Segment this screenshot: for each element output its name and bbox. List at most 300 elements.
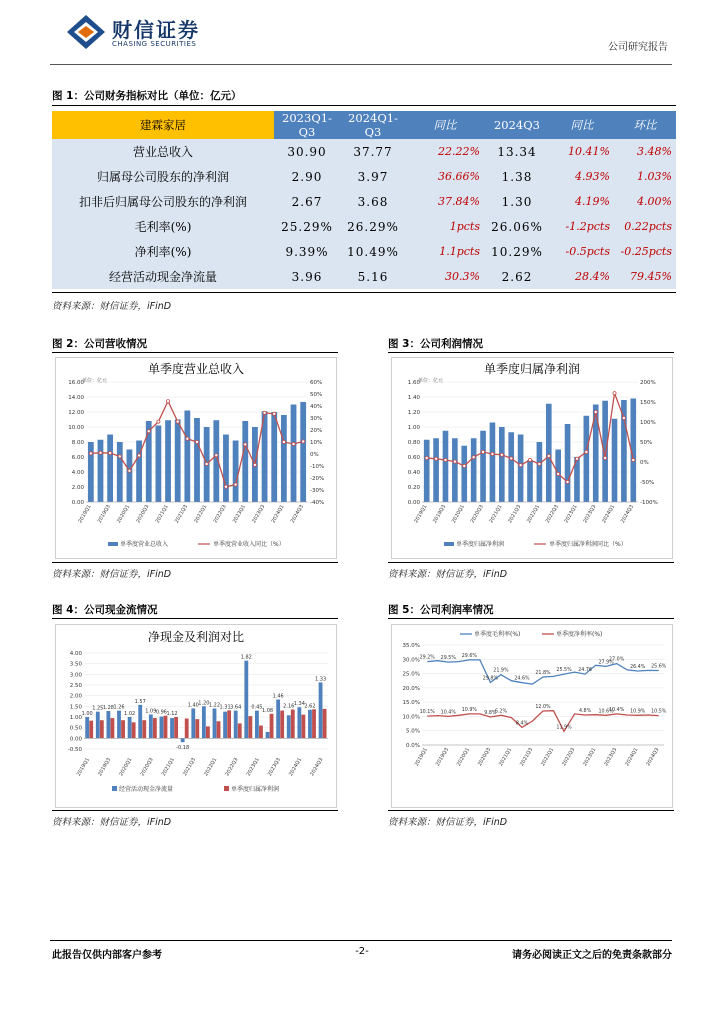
bar-cashflow	[96, 712, 100, 739]
y-tick-label: 14.00	[68, 395, 84, 401]
table-cell: 30.3%	[406, 264, 484, 289]
y-tick-label: 35.0%	[402, 643, 420, 649]
bar	[242, 421, 248, 502]
bar-profit	[227, 710, 231, 738]
y-tick-label: 15.0%	[402, 700, 420, 707]
bar-profit	[142, 720, 146, 738]
bar	[565, 424, 571, 502]
footer-disclaimer-right: 请务必阅读正文之后的免责条款部分	[512, 950, 672, 961]
line-point	[557, 472, 560, 475]
bar	[490, 423, 496, 503]
y2-tick-label: 100%	[640, 420, 656, 426]
data-label: 1.26	[113, 704, 125, 711]
y2-tick-label: -50%	[640, 480, 655, 486]
legend-swatch-cashflow	[112, 786, 117, 791]
line-point	[282, 440, 285, 443]
x-tick-label: 2021Q3	[173, 504, 190, 525]
point-label: 10.6%	[598, 709, 614, 715]
y-tick-label: 1.20	[407, 410, 420, 416]
point-label: 24.76	[578, 668, 592, 674]
y2-tick-label: -40%	[310, 500, 325, 506]
line-point	[147, 430, 150, 433]
bar-cashflow	[170, 718, 174, 738]
bar	[499, 427, 505, 502]
data-label: 2.16	[283, 703, 295, 710]
line-point	[234, 483, 237, 486]
bar-cashflow	[138, 705, 142, 738]
chart-title: 净现金及利润对比	[147, 630, 245, 644]
fig5-title: 图 5：公司利润率情况	[388, 604, 494, 616]
y-tick-label: 4.00	[71, 470, 84, 476]
table-cell: -0.25pcts	[614, 239, 676, 264]
line-point	[566, 480, 569, 483]
fig5-chart	[392, 625, 672, 807]
line-point	[205, 462, 208, 465]
table-cell: 3.48%	[614, 139, 676, 164]
line-point	[510, 457, 513, 460]
point-label: 8.4%	[515, 721, 529, 727]
data-label: 1.57	[134, 698, 146, 705]
x-tick-label: 2023Q3	[251, 504, 267, 525]
fig2-rule	[52, 352, 338, 353]
bar	[300, 402, 306, 502]
y2-tick-label: 40%	[310, 404, 323, 410]
table-header-cell: 同比	[550, 111, 614, 139]
bar	[508, 432, 514, 502]
logo-text: 财信证券	[112, 18, 200, 42]
y2-tick-label: 150%	[640, 400, 656, 406]
table-cell: 30.90	[274, 139, 340, 164]
net-margin-line	[427, 711, 658, 732]
point-label: 10.4%	[609, 707, 625, 713]
legend-label: 单季度营业收入同比（%）	[213, 541, 285, 548]
point-label: 10.4%	[440, 710, 456, 716]
line-point	[632, 458, 635, 461]
fig3-title: 图 3：公司利润情况	[388, 338, 483, 350]
point-label: 29.5%	[440, 656, 456, 662]
line-point	[195, 440, 198, 443]
line-point	[253, 463, 256, 466]
y-tick-label: 1.00	[69, 715, 82, 721]
fig2-chart	[56, 358, 336, 558]
x-tick-label: 2024Q1	[624, 747, 640, 768]
bar-cashflow	[297, 707, 301, 738]
y2-tick-label: 10%	[310, 440, 323, 446]
bar-cashflow	[266, 732, 270, 738]
y2-tick-label: 50%	[310, 392, 323, 398]
bar-cashflow	[234, 711, 238, 739]
bar-cashflow	[160, 717, 164, 739]
line-point	[118, 455, 121, 458]
table-cell: 37.84%	[406, 189, 484, 214]
x-tick-label: 2022Q3	[544, 504, 560, 525]
bar	[165, 420, 171, 502]
y2-tick-label: -100%	[640, 500, 658, 506]
line-point	[472, 456, 475, 459]
bar-profit	[153, 718, 157, 738]
fig2-source: 资料来源：财信证券，iFinD	[52, 569, 172, 580]
point-label: 6.2%	[494, 709, 508, 715]
x-tick-label: 2020Q1	[116, 504, 132, 525]
y-tick-label: 1.60	[407, 380, 420, 386]
data-label: 1.12	[166, 711, 178, 717]
x-tick-label: 2021Q1	[498, 747, 514, 768]
x-tick-label: 2022Q3	[561, 747, 577, 768]
x-tick-label: 2020Q3	[139, 757, 155, 778]
x-tick-label: 2024Q1	[288, 757, 304, 778]
bar	[233, 441, 239, 503]
y2-tick-label: 30%	[310, 416, 323, 422]
bar-cashflow	[191, 708, 195, 738]
x-tick-label: 2024Q1	[601, 504, 617, 525]
x-tick-label: 2023Q1	[582, 747, 598, 768]
point-label: 10.5%	[651, 709, 667, 715]
fig3-chart	[392, 358, 672, 558]
x-tick-label: 2022Q1	[193, 504, 209, 525]
line-point	[292, 442, 295, 445]
chart-title: 单季度归属净利润	[483, 362, 581, 376]
y-tick-label: 0.00	[407, 500, 420, 506]
line-point	[273, 412, 276, 415]
bar	[175, 420, 181, 503]
bar-profit	[174, 717, 178, 738]
point-label: 11.9%	[556, 725, 572, 731]
y-tick-label: 1.00	[407, 425, 420, 431]
bar-cashflow	[223, 712, 227, 739]
line-point	[109, 451, 112, 454]
point-label: 27.9%	[598, 660, 614, 666]
point-label: 29.2%	[419, 655, 435, 661]
x-tick-label: 2020Q1	[455, 747, 472, 768]
table-cell: 4.93%	[550, 164, 614, 189]
fig3-rule	[388, 352, 674, 353]
y-tick-label: 0.20	[407, 485, 420, 491]
y-tick-label: 10.00	[68, 425, 84, 431]
table-cell: 36.66%	[406, 164, 484, 189]
legend-label: 单季度归属净利润	[456, 541, 505, 548]
x-tick-label: 2021Q3	[182, 757, 198, 778]
y-tick-label: 2.00	[69, 693, 82, 700]
line-point	[481, 450, 484, 453]
x-tick-label: 2019Q1	[413, 747, 429, 768]
x-tick-label: 2020Q3	[469, 504, 485, 525]
x-tick-label: 2023Q1	[245, 757, 261, 778]
bar	[461, 446, 467, 502]
data-label: 1.00	[81, 711, 93, 717]
bar	[155, 426, 161, 503]
table-cell: -0.5pcts	[550, 239, 614, 264]
y2-tick-label: -30%	[310, 488, 325, 494]
fig4-source: 资料来源：财信证券，iFinD	[52, 817, 172, 828]
bar-profit	[111, 718, 115, 738]
table-header-row	[52, 111, 676, 139]
legend-label: 经营活动现金净流量	[119, 786, 174, 793]
table-cell: 37.77	[340, 139, 406, 164]
line-point	[575, 457, 578, 460]
bar-cashflow	[287, 715, 291, 738]
y-tick-label: -0.50	[67, 747, 82, 753]
table-cell: 10.29%	[484, 239, 550, 264]
table-cell: 1.38	[484, 164, 550, 189]
table-row	[52, 164, 676, 189]
x-tick-label: 2022Q3	[212, 504, 228, 525]
bar-cashflow	[128, 717, 132, 738]
data-label: 1.08	[261, 707, 274, 714]
footer-divider	[50, 940, 672, 941]
table-cell: 1pcts	[406, 214, 484, 239]
y-tick-label: 8.00	[71, 440, 84, 446]
bar-profit	[100, 720, 104, 738]
table-header-cell: 建霖家居	[52, 111, 274, 139]
x-tick-label: 2022Q3	[224, 757, 240, 778]
bar-cashflow	[117, 711, 121, 739]
bar-profit	[291, 710, 295, 739]
y-tick-label: 0.40	[407, 470, 420, 476]
y-tick-label: 5.0%	[406, 728, 420, 735]
y-tick-label: 30.0%	[402, 657, 420, 664]
bar-profit	[195, 719, 199, 738]
point-label: 29.6%	[461, 653, 477, 659]
table-row	[52, 214, 676, 239]
y-tick-label: 3.00	[69, 672, 82, 679]
data-label: 0.96	[155, 709, 168, 716]
x-tick-label: 2021Q1	[154, 504, 170, 525]
bar-profit	[132, 722, 136, 738]
fig3-chart-box	[391, 357, 673, 559]
table-cell: 1.1pcts	[406, 239, 484, 264]
bar-profit	[238, 723, 242, 738]
x-tick-label: 2020Q1	[118, 757, 134, 778]
line-point	[444, 458, 447, 461]
y-tick-label: 0.0%	[406, 743, 420, 749]
bar	[518, 435, 524, 503]
y-tick-label: 20.0%	[402, 685, 420, 692]
footer-disclaimer-left: 此报告仅供内部客户参考	[52, 950, 162, 961]
page-number: -2-	[355, 946, 369, 957]
point-label: 9.8%	[484, 711, 497, 716]
y2-tick-label: 50%	[640, 440, 653, 446]
y2-tick-label: 60%	[310, 380, 323, 386]
bar-profit	[164, 716, 168, 739]
bar-cashflow	[106, 711, 110, 738]
fig3-bottom-rule	[388, 562, 674, 563]
bar-profit	[259, 726, 263, 739]
table-cell: 1.03%	[614, 164, 676, 189]
bar	[443, 431, 449, 502]
line-point	[166, 400, 169, 403]
point-label: 10.9%	[461, 707, 477, 713]
line-point	[99, 451, 102, 454]
data-label: 1.09	[145, 708, 157, 715]
row-label: 毛利率(%)	[52, 214, 274, 239]
bar	[584, 416, 590, 502]
table-cell: 28.4%	[550, 264, 614, 289]
table-header-cell: 2023Q1-Q3	[274, 111, 340, 139]
row-label: 扣非后归属母公司股东的净利润	[52, 189, 274, 214]
bar	[527, 460, 533, 502]
legend-swatch-bar	[108, 542, 118, 546]
data-label: 1.25	[92, 705, 104, 712]
x-tick-label: 2023Q1	[231, 504, 247, 525]
data-label: -0.18	[176, 745, 190, 752]
bar-profit	[280, 711, 284, 739]
line-point	[186, 437, 189, 440]
bar	[98, 440, 104, 502]
fig5-source: 资料来源：财信证券，iFinD	[388, 817, 508, 828]
logo-subtext: CHASING SECURITIES	[112, 40, 197, 48]
bar	[612, 419, 618, 502]
data-label: 1.20	[198, 700, 210, 707]
table-cell: 3.68	[340, 189, 406, 214]
bar-cashflow	[202, 706, 206, 738]
y2-tick-label: -10%	[310, 464, 325, 470]
bar-cashflow	[276, 700, 280, 739]
point-label: 21.8%	[535, 671, 551, 676]
bar-cashflow	[308, 710, 312, 739]
line-point	[585, 450, 588, 453]
bar	[452, 438, 458, 502]
row-label: 净利率(%)	[52, 239, 274, 264]
bar-profit	[89, 721, 93, 739]
x-tick-label: 2022Q1	[540, 747, 556, 768]
point-label: 26.4%	[630, 665, 646, 670]
fig5-bottom-rule	[388, 810, 674, 811]
y-tick-label: 2.50	[69, 683, 82, 689]
table-row	[52, 189, 676, 214]
bar	[194, 418, 200, 502]
row-label: 归属母公司股东的净利润	[52, 164, 274, 189]
point-label: 10.9%	[630, 709, 646, 715]
legend-label: 单季度营业总收入	[120, 541, 169, 548]
table-header-cell: 环比	[614, 111, 676, 139]
fig4-title: 图 4：公司现金流情况	[52, 604, 158, 616]
legend-swatch-bar	[444, 542, 454, 546]
y-tick-label: 10.0%	[402, 714, 420, 721]
table-cell: 79.45%	[614, 264, 676, 289]
bar	[480, 431, 486, 502]
table-cell: 9.39%	[274, 239, 340, 264]
fig4-chart-box	[55, 624, 337, 808]
line-point	[128, 469, 131, 472]
point-label: 29.8%	[482, 676, 499, 682]
table-cell: 10.41%	[550, 139, 614, 164]
data-label: 1.02	[124, 711, 136, 717]
bar	[271, 412, 277, 502]
table-cell: 13.34	[484, 139, 550, 164]
line-point	[604, 456, 607, 459]
x-tick-label: 2021Q3	[507, 504, 523, 525]
y-axis-unit: 单位：亿元	[82, 378, 108, 384]
data-label: 1.22	[208, 702, 221, 709]
y-tick-label: 0.00	[71, 500, 84, 506]
y2-tick-label: -20%	[310, 476, 325, 482]
point-label: 10.1%	[419, 710, 435, 716]
y2-tick-label: 20%	[310, 428, 323, 434]
legend-label: 单季度归属净利润	[231, 786, 280, 793]
data-label: 0.45	[251, 704, 263, 711]
y-axis-unit: 单位：亿元	[418, 378, 444, 384]
bar	[223, 435, 229, 503]
bar-profit	[206, 726, 210, 738]
y-tick-label: 16.00	[68, 380, 84, 386]
bar	[621, 400, 627, 502]
y-tick-label: 4.00	[69, 651, 82, 657]
y2-tick-label: 0%	[640, 460, 649, 466]
x-tick-label: 2024Q3	[309, 757, 325, 778]
fig2-chart-box	[55, 357, 337, 559]
chart-title: 单季度营业总收入	[147, 362, 245, 376]
line-point	[137, 454, 140, 457]
y-tick-label: 3.50	[69, 661, 82, 668]
table-cell: 2.67	[274, 189, 340, 214]
data-label: 1.33	[315, 676, 327, 683]
y-tick-label: 0.60	[407, 455, 420, 461]
bar-cashflow	[85, 717, 89, 738]
x-tick-label: 2020Q3	[477, 747, 493, 768]
legend-swatch-profit	[224, 786, 229, 791]
y2-tick-label: 0%	[310, 452, 319, 458]
header-divider	[50, 64, 672, 65]
bar	[184, 411, 190, 503]
line-point	[463, 464, 466, 467]
data-label: 3.64	[230, 704, 242, 711]
line-point	[302, 440, 305, 443]
bar	[127, 450, 133, 503]
fig1-rule	[52, 105, 676, 106]
fig4-rule	[52, 618, 338, 619]
table-cell: 10.49%	[340, 239, 406, 264]
table-cell: 2.90	[274, 164, 340, 189]
x-tick-label: 2023Q3	[582, 504, 598, 525]
x-tick-label: 2019Q1	[413, 504, 429, 525]
x-tick-label: 2022Q1	[526, 504, 542, 525]
y2-tick-label: 200%	[640, 380, 656, 386]
table-row	[52, 264, 676, 289]
bar	[546, 404, 552, 502]
x-tick-label: 2024Q1	[270, 504, 286, 525]
report-type-label: 公司研究报告	[608, 42, 668, 53]
legend-label: 单季度归属净利润同比（%）	[549, 541, 627, 548]
point-label: 12.0%	[535, 705, 551, 710]
x-tick-label: 2021Q1	[488, 504, 504, 525]
x-tick-label: 2024Q3	[619, 504, 636, 525]
table-cell: 3.96	[274, 264, 340, 289]
x-tick-label: 2020Q3	[135, 504, 151, 525]
x-tick-label: 2019Q1	[77, 504, 93, 525]
point-label: 24.6%	[514, 676, 530, 682]
x-tick-label: 2023Q3	[266, 757, 282, 778]
table-cell: 5.16	[340, 264, 406, 289]
bar-cashflow	[181, 738, 185, 742]
x-tick-label: 2024Q3	[289, 504, 305, 525]
table-cell: 22.22%	[406, 139, 484, 164]
data-label: 2.62	[304, 703, 316, 710]
x-tick-label: 2020Q1	[450, 504, 466, 525]
line-point	[453, 460, 456, 463]
fig1-bottom-rule	[52, 292, 676, 293]
bar	[471, 438, 477, 502]
bar-profit	[121, 720, 125, 738]
table-cell: 4.00%	[614, 189, 676, 214]
x-tick-label: 2019Q1	[75, 757, 92, 778]
line-point	[244, 443, 247, 446]
point-label: 25.6%	[651, 664, 667, 670]
table-header-cell: 同比	[406, 111, 484, 139]
y-tick-label: 1.50	[69, 704, 82, 711]
line-point	[425, 456, 428, 459]
bar	[291, 405, 297, 503]
row-label: 经营活动现金净流量	[52, 264, 274, 289]
